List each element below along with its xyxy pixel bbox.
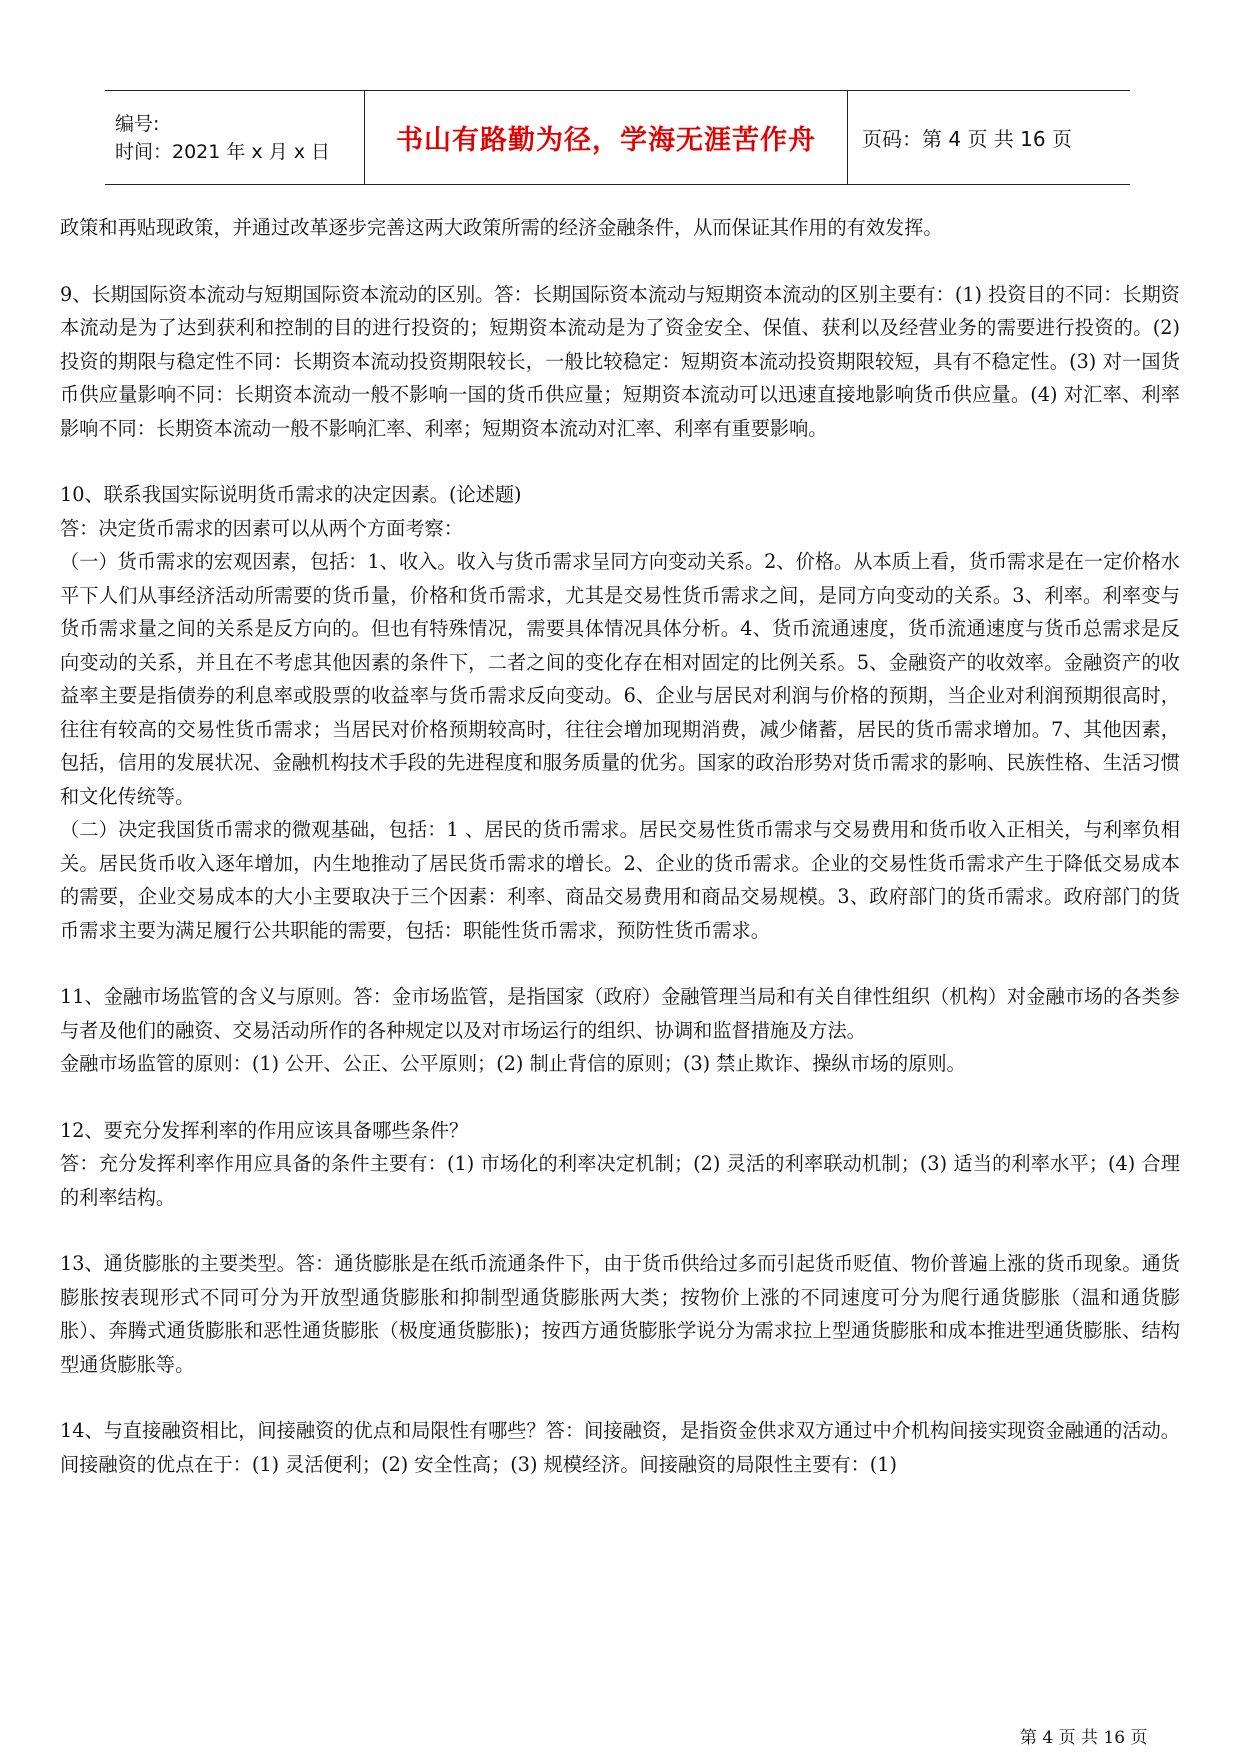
paragraph-q11: 11、金融市场监管的含义与原则。答：金市场监管，是指国家（政府）金融管理当局和有关自律性组织（机构）对金融市场的各类参与者及他们的融资、交易活动所作的各种规定以及对市场运行的组织、协调和监督措施及方法。: [60, 985, 1180, 1042]
paragraph-q10-title: 10、联系我国实际说明货币需求的决定因素。(论述题): [60, 483, 522, 506]
paragraph-q9: 9、长期国际资本流动与短期国际资本流动的区别。答：长期国际资本流动与短期资本流动的区别主要有：(1) 投资目的不同：长期资本流动是为了达到获利和控制的目的进行投资的；短期资本流动是为了资金安全、保值、获利以及经营业务的需要进行投资的。(2) 投资的期限与稳定性不同：长期资本流动投资期限较长，一般比较稳定：短期资本流动投资期限较短，具有不稳定性。(3) 对一国货币供应量影响不同：长期资本流动一般不影响一国的货币供应量；短期资本流动可以迅速直接地影响货币供应量。(4) 对汇率、利率影响不同：长期资本流动一般不影响汇率、利率；短期资本流动对汇率、利率有重要影响。: [60, 282, 1180, 440]
paragraph-q11-principles: 金融市场监管的原则：(1) 公开、公正、公平原则；(2) 制止背信的原则；(3) 禁止欺诈、操纵市场的原则。: [60, 1052, 966, 1075]
document-time-label: 时间：2021 年 x 月 x 日: [115, 140, 331, 163]
header-motto: 书山有路勤为径，学海无涯苦作舟: [365, 91, 848, 184]
paragraph-q10-micro: （二）决定我国货币需求的微观基础，包括：1 、居民的货币需求。居民交易性货币需求与交易费用和货币收入正相关，与利率负相关。居民货币收入逐年增加，内生地推动了居民货币需求的增长。2、企业的货币需求。企业的交易性货币需求产生于降低交易成本的需要，企业交易成本的大小主要取决于三个因素：利率、商品交易费用和商品交易规模。3、政府部门的货币需求。政府部门的货币需求主要为满足履行公共职能的需要，包括：职能性货币需求，预防性货币需求。: [60, 818, 1180, 942]
page-header: [105, 90, 1130, 185]
paragraph-q12-answer: 答：充分发挥利率作用应具备的条件主要有：(1) 市场化的利率决定机制；(2) 灵活的利率联动机制；(3) 适当的利率水平；(4) 合理的利率结构。: [60, 1152, 1180, 1209]
paragraph-q13: 13、通货膨胀的主要类型。答：通货膨胀是在纸币流通条件下，由于货币供给过多而引起货币贬值、物价普遍上涨的货币现象。通货膨胀按表现形式不同可分为开放型通货膨胀和抑制型通货膨胀两大类；按物价上涨的不同速度可分为爬行通货膨胀（温和通货膨胀）、奔腾式通货膨胀和恶性通货膨胀（极度通货膨胀)；按西方通货膨胀学说分为需求拉上型通货膨胀和成本推进型通货膨胀、结构型通货膨胀等。: [60, 1252, 1180, 1376]
header-meta: [105, 91, 365, 184]
paragraph-q12-title: 12、要充分发挥利率的作用应该具备哪些条件？: [60, 1118, 469, 1142]
page-footer: 第 4 页 共 16 页: [1020, 1728, 1148, 1748]
paragraph-q14: 14、与直接融资相比，间接融资的优点和局限性有哪些？答：间接融资，是指资金供求双方通过中介机构间接实现资金融通的活动。间接融资的优点在于：(1) 灵活便利；(2) 安全性高；(3) 规模经济。间接融资的局限性主要有：(1): [60, 1419, 1180, 1476]
paragraph-q10-macro: （一）货币需求的宏观因素，包括：1、收入。收入与货币需求呈同方向变动关系。2、价格。从本质上看，货币需求是在一定价格水平下人们从事经济活动所需要的货币量，价格和货币需求，尤其是交易性货币需求之间，是同方向变动的关系。3、利率。利率变与货币需求量之间的关系是反方向的。但也有特殊情况，需要具体情况具体分析。4、货币流通速度，货币流通速度与货币总需求是反向变动的关系，并且在不考虑其他因素的条件下，二者之间的变化存在相对固定的比例关系。5、金融资产的收效率。金融资产的收益率主要是指债券的利息率或股票的收益率与货币需求反向变动。6、企业与居民对利润与价格的预期，当企业对利润预期很高时，往往有较高的交易性货币需求；当居民对价格预期较高时，往往会增加现期消费，减少储蓄，居民的货币需求增加。7、其他因素，包括，信用的发展状况、金融机构技术手段的先进程度和服务质量的优劣。国家的政治形势对货币需求的影响、民族性格、生活习惯和文化传统等。: [60, 550, 1180, 808]
paragraph-policy-continuation: 政策和再贴现政策，并通过改革逐步完善这两大政策所需的经济金融条件，从而保证其作用的有效发挥。: [60, 216, 943, 239]
document-number-label: 编号:: [115, 112, 160, 135]
paragraph-q10-answer-intro: 答：决定货币需求的因素可以从两个方面考察：: [60, 516, 463, 540]
document-body: [60, 211, 1180, 1481]
header-page-number: 页码：第 4 页 共 16 页: [862, 127, 1072, 151]
